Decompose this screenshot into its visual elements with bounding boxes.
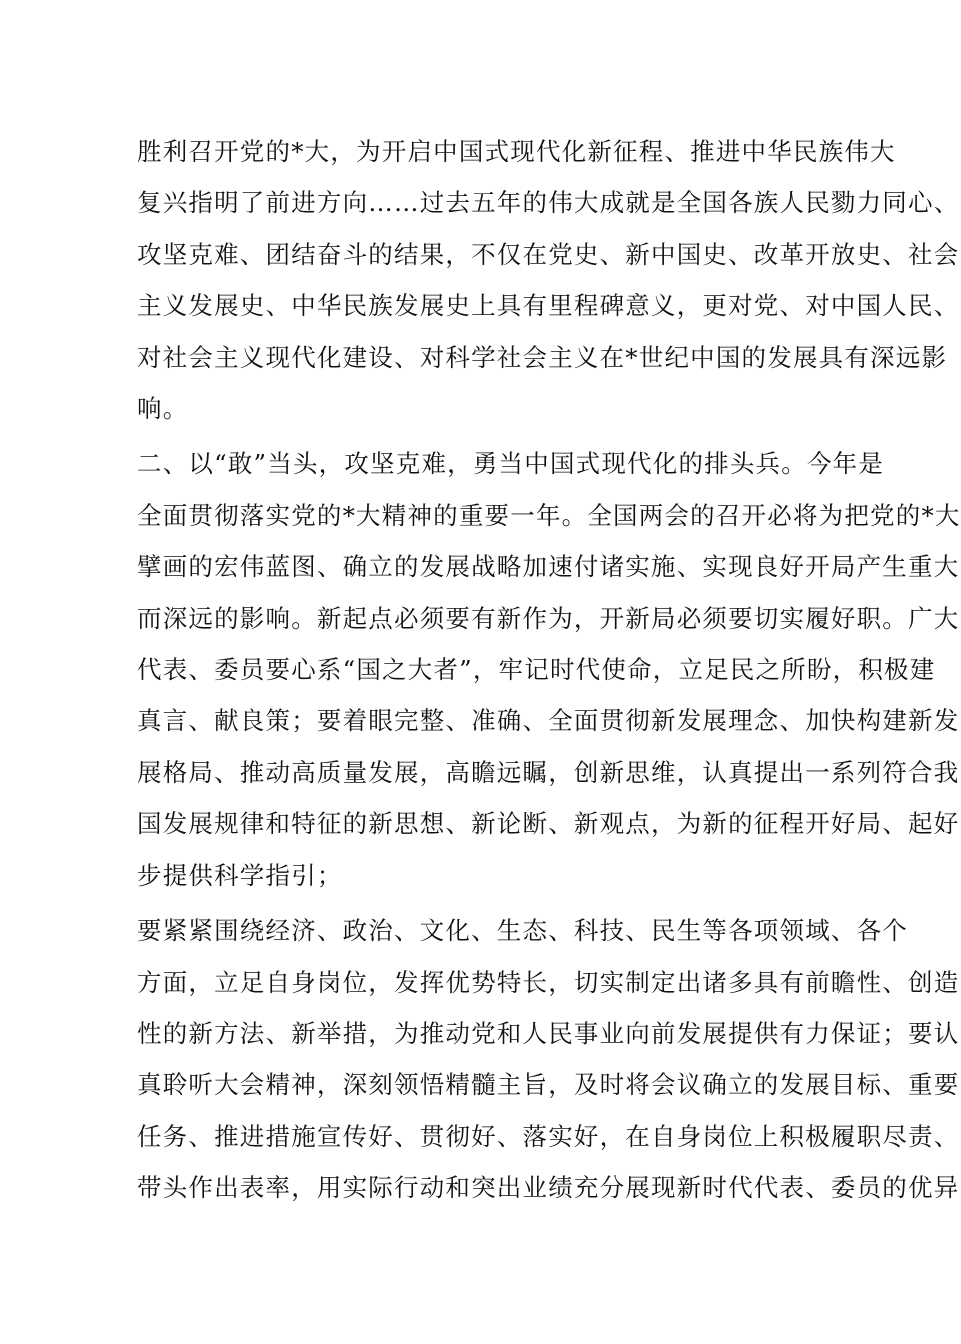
paragraph-3 xyxy=(88,905,960,1213)
text-line: 主义发展史、中华民族发展史上具有里程碑意义，更对党、对中国人民、 xyxy=(137,291,960,321)
text-line: 展格局、推动高质量发展，高瞻远瞩，创新思维，认真提出一系列符合我 xyxy=(137,757,960,787)
text-line: 步提供科学指引； xyxy=(137,860,343,890)
text-line: 真言、献良策；要着眼完整、准确、全面贯彻新发展理念、加快构建新发 xyxy=(137,706,960,736)
text-line: 任务、推进措施宣传好、贯彻好、落实好，在自身岗位上积极履职尽责、 xyxy=(137,1121,960,1151)
text-line: 全面贯彻落实党的*大精神的重要一年。全国两会的召开必将为把党的*大 xyxy=(137,500,961,530)
paragraph-2 xyxy=(88,438,961,901)
text-line: 性的新方法、新举措，为推动党和人民事业向前发展提供有力保证；要认 xyxy=(137,1018,960,1048)
text-line: 代表、委员要心系“国之大者”，牢记时代使命，立足民之所盼，积极建 xyxy=(137,655,936,685)
text-line: 胜利召开党的*大，为开启中国式现代化新征程、推进中华民族伟大 xyxy=(137,137,896,166)
text-line: 要紧紧围绕经济、政治、文化、生态、科技、民生等各项领域、各个 xyxy=(137,916,908,946)
text-line: 对社会主义现代化建设、对科学社会主义在*世纪中国的发展具有深远影 xyxy=(137,342,948,372)
text-line: 国发展规律和特征的新思想、新论断、新观点，为新的征程开好局、起好 xyxy=(137,809,960,839)
text-line: 攻坚克难、团结奋斗的结果，不仅在党史、新中国史、改革开放史、社会 xyxy=(137,239,960,269)
text-line: 真聆听大会精神，深刻领悟精髓主旨，及时将会议确立的发展目标、重要 xyxy=(137,1070,960,1100)
text-line: 二、以“敢”当头，攻坚克难，勇当中国式现代化的排头兵。今年是 xyxy=(137,449,885,479)
text-line: 而深远的影响。新起点必须要有新作为，开新局必须要切实履好职。广大 xyxy=(137,603,960,633)
text-line: 方面，立足自身岗位，发挥优势特长，切实制定出诸多具有前瞻性、创造 xyxy=(137,967,960,997)
text-line: 带头作出表率，用实际行动和突出业绩充分展现新时代代表、委员的优异 xyxy=(137,1173,960,1203)
text-line: 擘画的宏伟蓝图、确立的发展战略加速付诸实施、实现良好开局产生重大 xyxy=(137,552,960,582)
document-body xyxy=(88,126,961,1214)
text-line: 复兴指明了前进方向……过去五年的伟大成就是全国各族人民勠力同心、 xyxy=(137,188,960,218)
paragraph-1 xyxy=(88,126,960,434)
text-line: 响。 xyxy=(137,394,189,424)
